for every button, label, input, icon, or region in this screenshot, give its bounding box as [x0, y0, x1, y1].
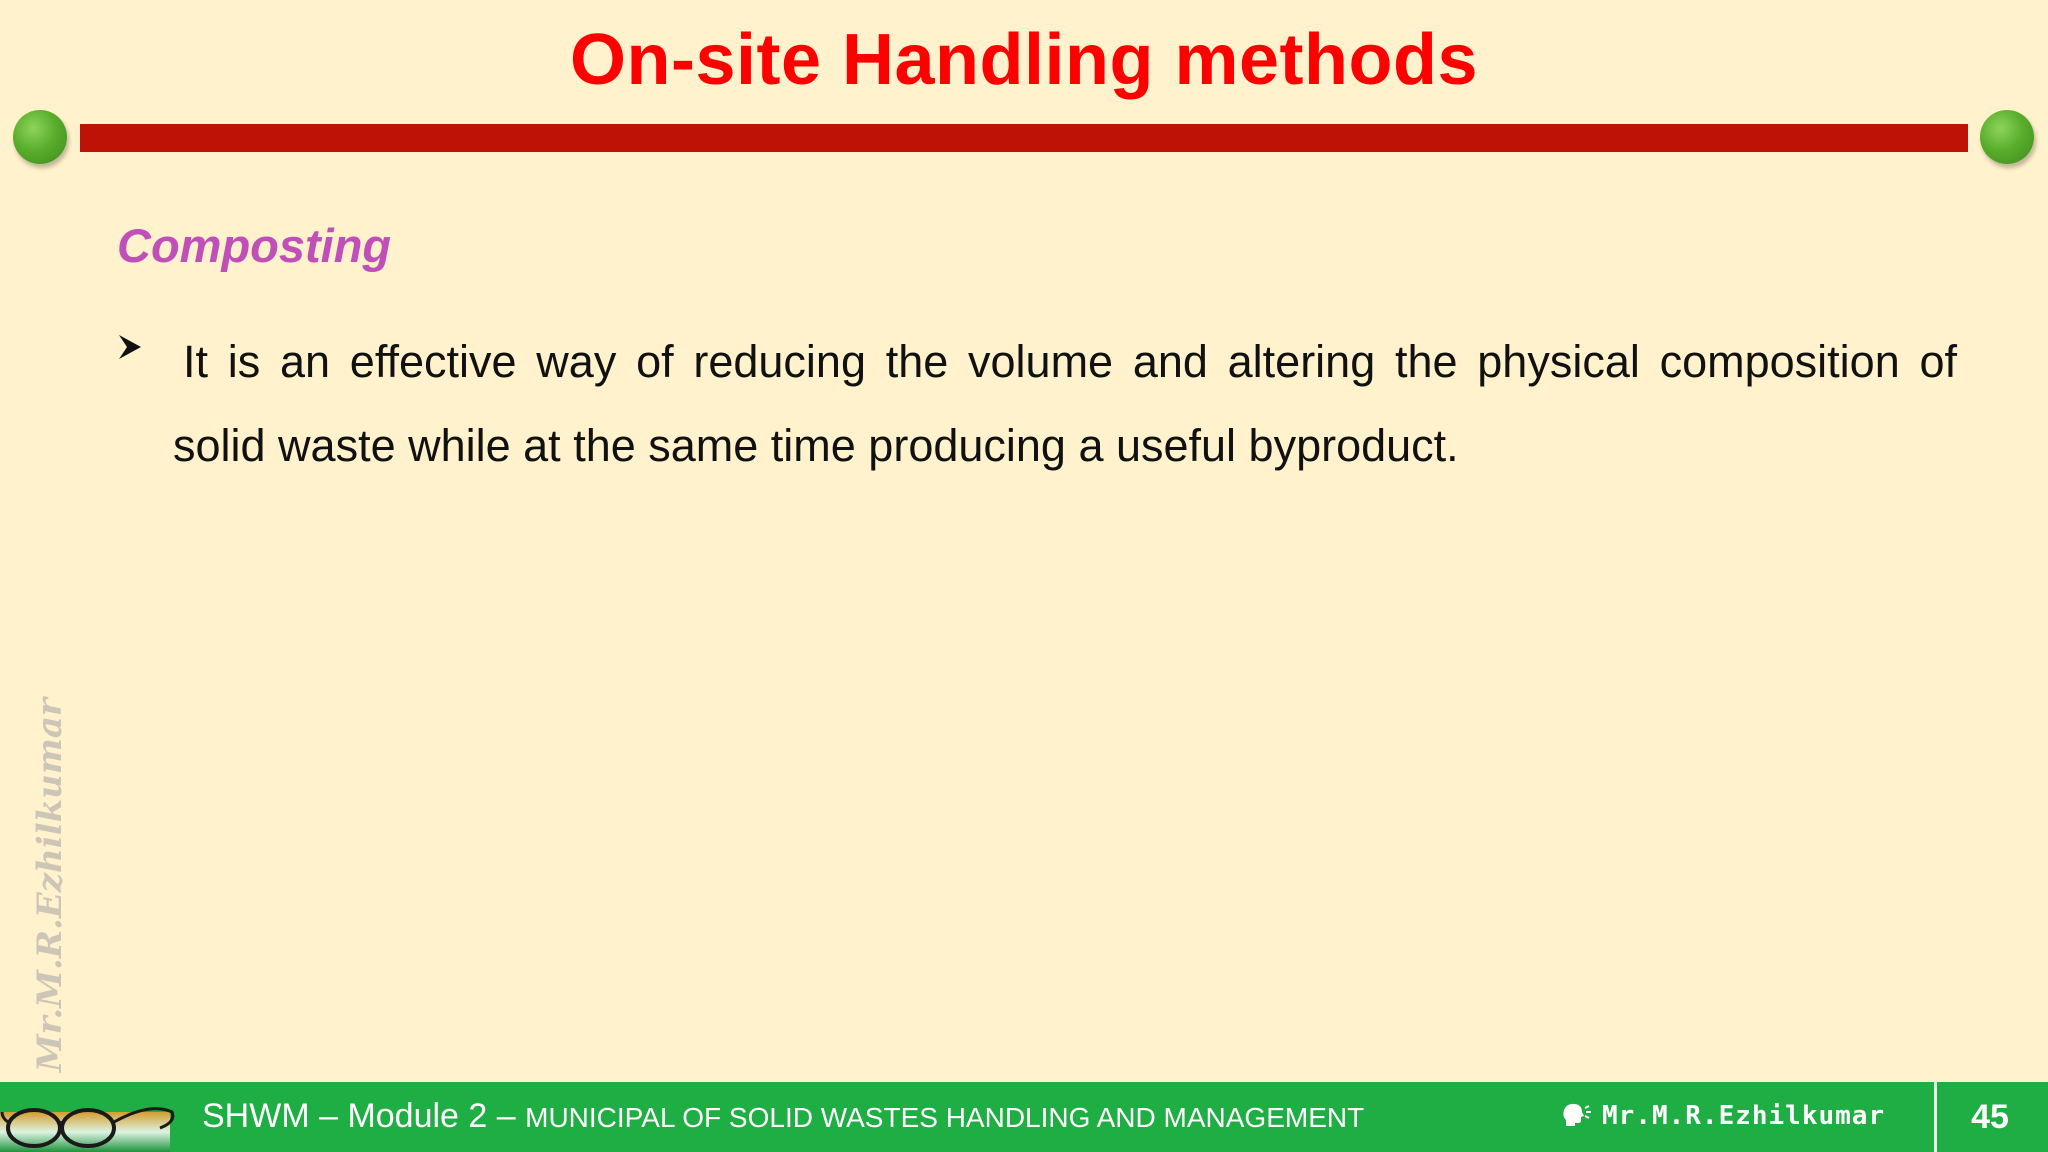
title-underline-bar [80, 124, 1968, 152]
bullet-list [117, 320, 1957, 488]
section-heading: Composting [117, 219, 392, 272]
author-name: Mr.M.R.Ezhilkumar [1602, 1101, 1886, 1131]
footer-bar [0, 1082, 2048, 1152]
swachh-bharat-glasses-logo [0, 1082, 180, 1152]
author-watermark [18, 698, 78, 1072]
course-title-label: MUNICIPAL OF SOLID WASTES HANDLING AND MANAGEMENT [525, 1102, 1365, 1133]
author-credit [1560, 1098, 1885, 1134]
footer-divider [1934, 1082, 1937, 1152]
page-number: 45 [1971, 1098, 2009, 1136]
bullet-text: It is an effective way of reducing the volume and altering the physical composition of solid waste while at the same time producing a useful byproduct. [173, 336, 1957, 471]
green-ball-right-decoration [1980, 110, 2034, 164]
green-ball-left-decoration [13, 110, 67, 164]
arrowhead-bullet-icon [117, 332, 143, 362]
slide-title: On-site Handling methods [569, 20, 1479, 100]
course-module-label: SHWM – Module 2 – [202, 1097, 526, 1135]
course-footer-text [202, 1098, 1364, 1141]
watermark-text: Mr.M.R.Ezhilkumar [30, 698, 70, 1072]
speaking-head-icon [1560, 1100, 1592, 1132]
bullet-item [117, 320, 1957, 488]
